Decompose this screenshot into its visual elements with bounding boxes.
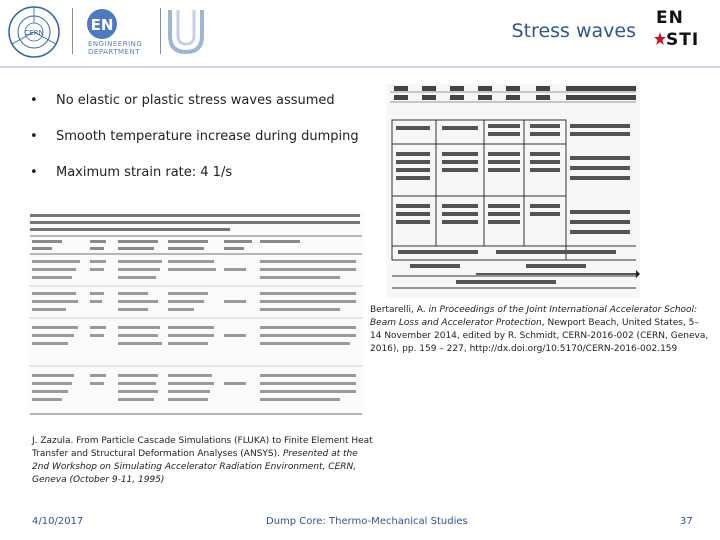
en-logo-text: EN — [90, 16, 114, 34]
bullet-item — [30, 128, 360, 146]
strain-rate-regimes-figure — [386, 84, 640, 298]
slide-header — [0, 0, 720, 62]
logo-divider-2 — [160, 8, 161, 54]
en-logo-subtitle: ENGINEERING DEPARTMENT — [88, 40, 143, 56]
u-shape-logo — [166, 6, 206, 56]
bullet-symbol: • — [30, 93, 38, 108]
citation-bertarelli: Bertarelli, A. in Proceedings of the Joint International Accelerator School: Beam Loss and Accelerator Protection, Newport Beach, United States, 5–14 November 2014, edited by R. Schmidt, CERN-2016-002 (CERN, Geneva, 2016), pp. 159 – 227, http://dx.doi.org/10.5170/CERN-2016-002.159 — [370, 305, 709, 354]
header-rule — [0, 66, 720, 68]
bullet-list — [30, 92, 360, 200]
bullet-item — [30, 92, 360, 110]
bullet-text: Smooth temperature increase during dumping — [56, 129, 359, 144]
en-sti-logo-line2: STI — [666, 30, 700, 50]
cern-logo — [6, 4, 62, 60]
bullet-text: Maximum strain rate: 4 1/s — [56, 165, 233, 180]
cern-logo-text: CERN — [24, 29, 44, 37]
en-sti-logo-line1: EN — [656, 8, 684, 28]
bullet-text: No elastic or plastic stress waves assumed — [56, 93, 335, 108]
footer-date: 4/10/2017 — [32, 516, 84, 527]
citation-zazula: J. Zazula. From Particle Cascade Simulations (FLUKA) to Finite Element Heat Transfer and Structural Deformation Analyses (ANSYS). Presented at the 2nd Workshop on Simulating Accelerator Radiation Environment, CERN, Geneva (October 9-11, 1995) — [32, 436, 373, 485]
slide-title: Stress waves — [511, 20, 636, 42]
page-number: 37 — [680, 516, 693, 527]
logo-divider — [72, 8, 73, 54]
accuracy-table-figure — [28, 212, 364, 417]
en-sti-logo — [654, 8, 712, 58]
star-icon — [654, 32, 666, 46]
footer-title: Dump Core: Thermo-Mechanical Studies — [266, 516, 468, 527]
bullet-symbol: • — [30, 165, 38, 180]
bullet-item — [30, 164, 360, 182]
bullet-symbol: • — [30, 129, 38, 144]
